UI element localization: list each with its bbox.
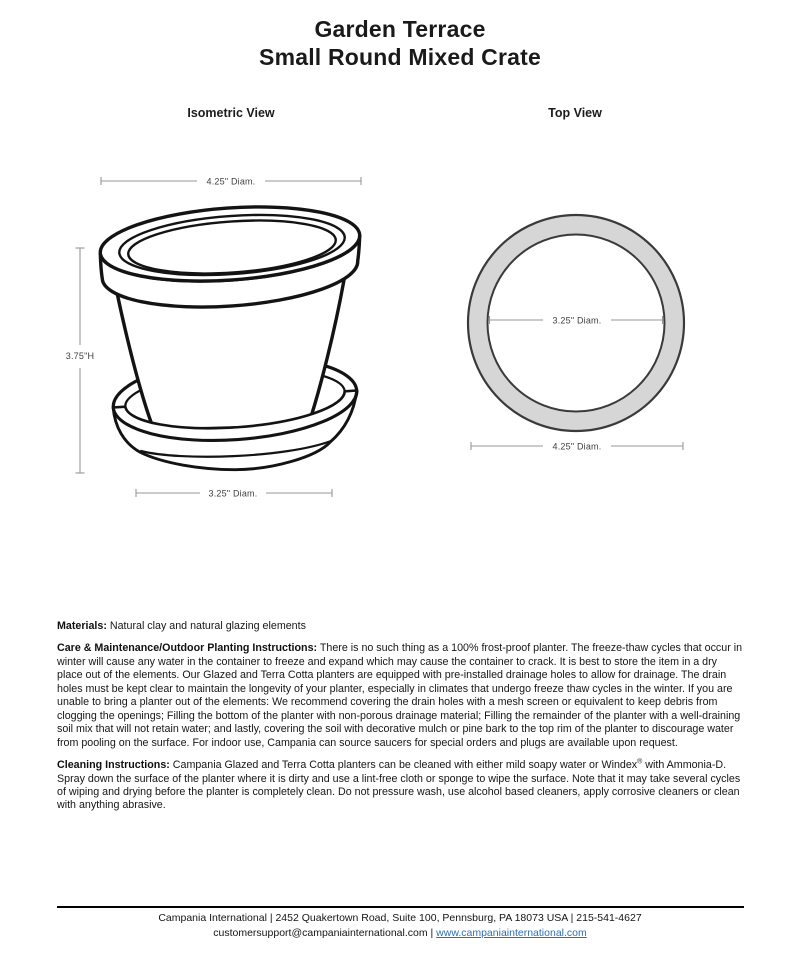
- iso-dim-bottom-label: 3.25" Diam.: [208, 488, 258, 499]
- isometric-view-label: Isometric View: [187, 106, 275, 120]
- page-title: [0, 16, 800, 71]
- iso-dim-height: [66, 248, 94, 473]
- materials-value: Natural clay and natural glazing elements: [106, 620, 306, 632]
- page-title-line2: Small Round Mixed Crate: [259, 43, 541, 70]
- iso-dim-top: [101, 177, 361, 187]
- footer-website-link[interactable]: www.campaniainternational.com: [436, 927, 587, 939]
- cleaning-text-2: with Ammonia-D. Spray down the surface of the planter where it is dirty and use a lint-free cloth or sponge to wipe the surface. Note that it may take several cycles of wiping and drying before the planter is completely clean. Do not pressure wash, use alcohol based cleaners, apply corrosive cleaners or clean with anything abrasive.: [57, 759, 741, 812]
- iso-dim-bottom: [136, 489, 332, 499]
- cleaning-label: Cleaning Instructions:: [57, 759, 170, 772]
- care-label: Care & Maintenance/Outdoor Planting Instructions:: [57, 642, 318, 655]
- top-view-label: Top View: [548, 106, 602, 120]
- footer-contact-line: [0, 926, 800, 941]
- top-dim-inner-label: 3.25" Diam.: [552, 315, 602, 326]
- registered-trademark-symbol: ®: [637, 758, 643, 766]
- iso-dim-height-label: 3.75"H: [65, 351, 95, 361]
- isometric-drawing: [40, 165, 385, 510]
- top-dim-outer: [471, 442, 683, 452]
- materials-label: Materials:: [57, 620, 107, 632]
- cleaning-paragraph: [57, 759, 745, 813]
- footer-separator: |: [427, 927, 437, 939]
- top-view-drawing: [430, 180, 730, 465]
- cleaning-text-1: Campania Glazed and Terra Cotta planters can be cleaned with either mild soapy water or Windex: [169, 759, 638, 772]
- care-paragraph: [57, 642, 745, 750]
- instructions-text: [57, 620, 745, 822]
- footer: [0, 911, 800, 941]
- footer-email: customersupport@campaniainternational.com: [213, 927, 428, 939]
- footer-divider: [57, 906, 744, 908]
- iso-dim-top-label: 4.25" Diam.: [206, 176, 256, 187]
- materials-paragraph: [57, 620, 745, 633]
- top-dim-outer-label: 4.25" Diam.: [552, 441, 602, 452]
- care-text: There is no such thing as a 100% frost-proof planter. The freeze-thaw cycles that occur in winter will cause any water in the container to freeze and expand which may cause the container to crack. It is best to store the item in a dry place out of the elements. Our Glazed and Terra Cotta planters are equipped with pre-installed drainage holes to allow for drainage. The drain holes must be kept clear to maintain the longevity of your planter, especially in climates that undergo freeze thaw cycles in the winter. If you are unable to bring a planter out of the elements: We recommend covering the drain holes with a mesh screen or equivalent to keep debris from clogging the openings; Filling the bottom of the planter with non-porous drainage material; Filling the remainder of the planter with a well-draining soil mix that will not retain water; and lastly, covering the soil with decorative mulch or pine bark to the top rim of the planter to discourage water from pooling on the surface. For indoor use, Campania can source saucers for special orders and plugs are available upon request.: [57, 642, 743, 749]
- footer-address-line: Campania International | 2452 Quakertown Road, Suite 100, Pennsburg, PA 18073 USA | 215-541-4627: [158, 912, 642, 924]
- page-title-line1: Garden Terrace: [314, 16, 486, 42]
